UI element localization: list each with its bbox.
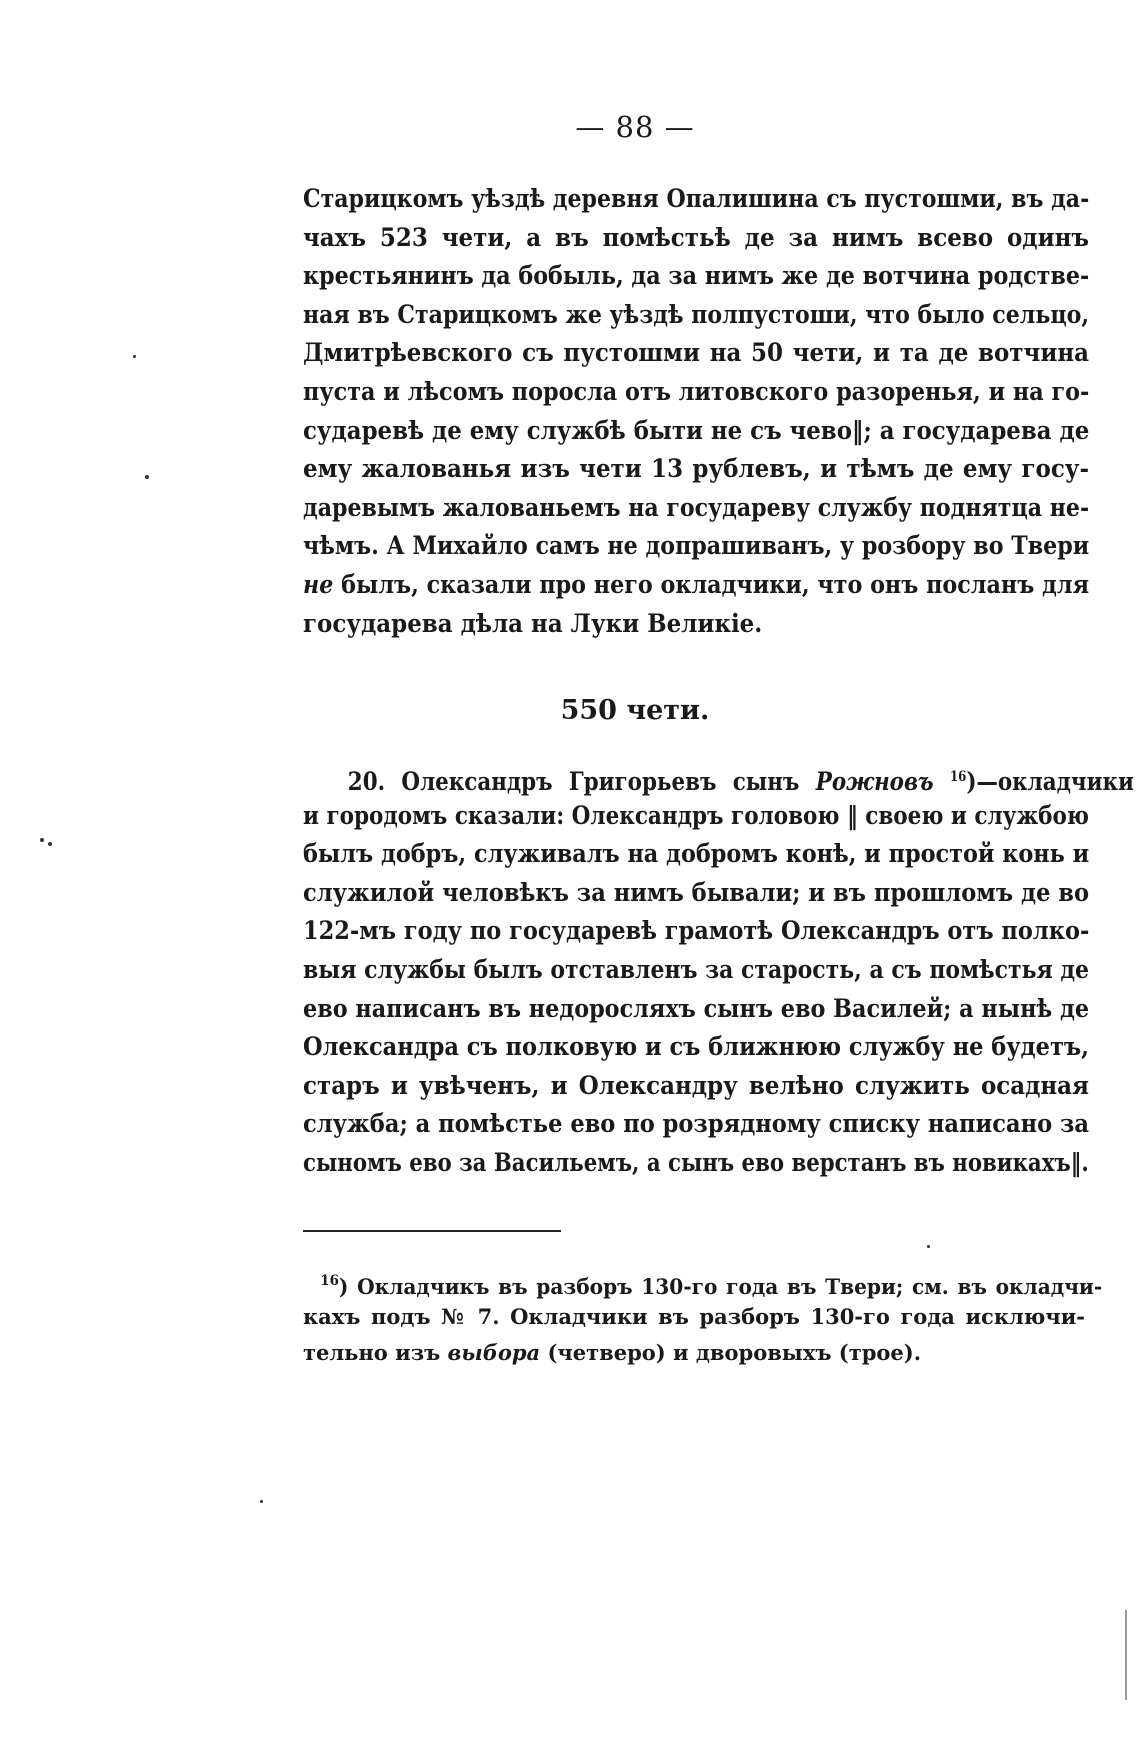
text-line: 122-мъ году по государевѣ грамотѣ Олександръ отъ полко- (303, 916, 1089, 947)
entry-number: 20. (347, 767, 386, 797)
text-line: былъ добръ, служивалъ на добромъ конѣ, и простой конь и (303, 839, 1090, 870)
text-segment: ) Окладчикъ въ разборъ 130-го года въ Твери; см. въ окладчи- (338, 1274, 1103, 1299)
text-line: сыномъ ево за Васильемъ, а сынъ ево верстанъ въ новикахъ‖. (303, 1147, 1089, 1178)
text-line: ево написанъ въ недоросляхъ сынъ ево Василей; а нынѣ де (303, 993, 1090, 1024)
text-line: Олександра съ полковую и съ ближнюю службу не будетъ, (303, 1032, 1089, 1063)
text-line: служилой человѣкъ за нимъ бывали; и въ прошломъ де во (303, 877, 1089, 908)
surname: Рожновъ (815, 767, 934, 797)
scan-speck (40, 838, 44, 842)
entry-first-line (303, 758, 1134, 797)
text-line: Дмитрѣевского съ пустошми на 50 чети, и та де вотчина (303, 338, 1089, 369)
text-segment: Олександръ Григорьевъ сынъ (401, 767, 816, 797)
text-line: чѣмъ. А Михайло самъ не допрашиванъ, у розбору во Твери (303, 531, 1090, 562)
text-line: служба; а помѣстье ево по розрядному списку написано за (303, 1109, 1089, 1140)
scan-speck (927, 1245, 930, 1248)
scan-speck (48, 842, 52, 846)
text-line: ная въ Старицкомъ же уѣздѣ полпустоши, что было сельцо, (303, 299, 1090, 330)
footnote-line: кахъ подъ № 7. Окладчики въ разборъ 130-го года исключи- (303, 1304, 1085, 1329)
text-line: государева дѣла на Луки Великіе. (303, 608, 763, 639)
footnote-line (303, 1335, 1085, 1371)
paragraph-1 (303, 180, 1089, 643)
scan-speck (133, 355, 136, 358)
text-line: пуста и лѣсомъ поросла отъ литовского разоренья, и на го- (303, 376, 1090, 407)
footnote-marker: 16 (320, 1273, 339, 1289)
scan-speck (260, 1500, 263, 1503)
text-line: даревымъ жалованьемъ на государеву службу поднятца не- (303, 492, 1090, 523)
text-line: крестьянинъ да бобыль, да за нимъ же де вотчина родстве- (303, 261, 1090, 292)
text-line: и городомъ сказали: Олександръ головою ‖ своею и службою (303, 800, 1089, 831)
text-line: сударевѣ де ему службѣ быти не съ чево‖; а государева де (303, 415, 1090, 446)
text-segment: тельно изъ (303, 1340, 448, 1365)
footnote-ref[interactable]: 16 (949, 769, 967, 785)
text-segment: )—окладчики (966, 767, 1134, 797)
footnote-line (303, 1263, 1102, 1299)
italic-word: не (303, 569, 334, 600)
section-heading: 550 чети. (560, 695, 710, 726)
text-line: старъ и увѣченъ, и Олександру велѣно служить осадная (303, 1070, 1089, 1101)
footnote-divider (303, 1230, 561, 1232)
text-segment: (четверо) и дворовыхъ (трое). (540, 1340, 922, 1365)
scan-speck (145, 475, 149, 479)
text-line: не былъ, сказали про него окладчики, что онъ посланъ для (303, 569, 1090, 600)
italic-word: выбора (447, 1340, 541, 1365)
text-line: выя службы былъ отставленъ за старость, а съ помѣстья де (303, 954, 1090, 985)
scan-edge-mark (1125, 1610, 1127, 1700)
footnote (303, 1263, 1103, 1371)
text-line: ему жалованья изъ чети 13 рублевъ, и тѣмъ де ему госу- (303, 454, 1089, 485)
paragraph-2 (303, 758, 1134, 1183)
text-line: чахъ 523 чети, а въ помѣстьѣ де за нимъ всево одинъ (303, 222, 1089, 253)
page-number: — 88 — (575, 110, 695, 144)
text-line: Старицкомъ уѣздѣ деревня Опалишина съ пустошми, въ да- (303, 184, 1090, 214)
